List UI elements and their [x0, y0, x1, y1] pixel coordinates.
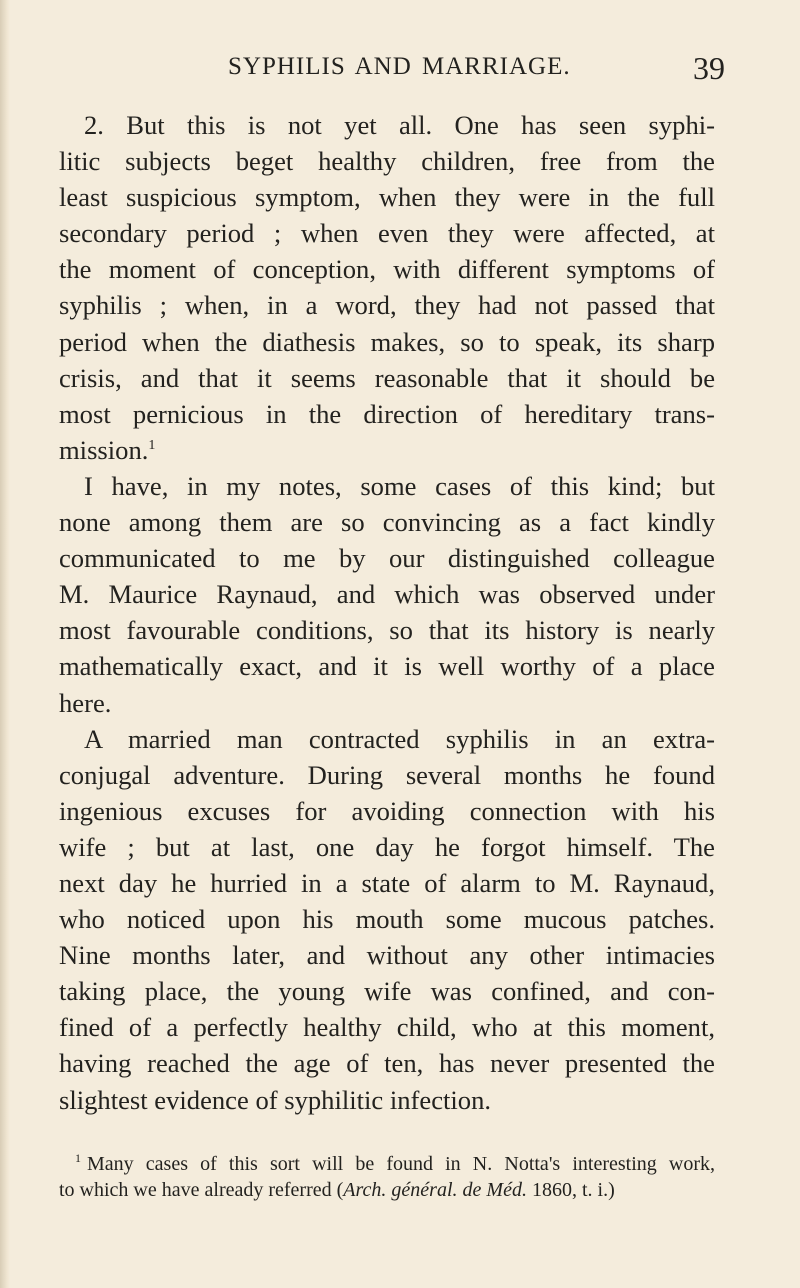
footnote-text: 1860, t. i.) [526, 1179, 615, 1201]
text-line: wife ; but at last, one day he forgot himself. The [59, 831, 715, 862]
footnote-text: to which we have already referred ( [59, 1179, 344, 1201]
paragraph-3 [59, 721, 715, 1118]
text-line: most favourable conditions, so that its history is nearly [59, 615, 715, 646]
text-line: secondary period ; when even they were affected, at [59, 218, 715, 249]
text-line: next day he hurried in a state of alarm to M. Raynaud, [59, 867, 715, 898]
body-text [59, 107, 715, 1118]
text-line: conjugal adventure. During several months he found [59, 759, 715, 790]
text-line: crisis, and that it seems reasonable that it should be [59, 362, 715, 393]
text-line: here. [59, 687, 112, 718]
footnote-marker: 1 [75, 1151, 81, 1166]
text-line: taking place, the young wife was confined, and con- [59, 976, 715, 1007]
running-head [0, 50, 800, 90]
text-line: communicated to me by our distinguished colleague [59, 543, 715, 574]
footnote-citation: Arch. général. de Méd. [343, 1179, 527, 1201]
text-line: who noticed upon his mouth some mucous patches. [59, 904, 715, 935]
paragraph-2 [59, 468, 715, 721]
paragraph-1 [59, 107, 715, 468]
text-line [59, 432, 715, 468]
text-line: 2. But this is not yet all. One has seen syphi- [84, 110, 715, 140]
footnote-line [59, 1151, 715, 1177]
text-line: least suspicious symptom, when they were in the full [59, 182, 715, 213]
text-line: syphilis ; when, in a word, they had not passed that [59, 290, 715, 321]
text-line: slightest evidence of syphilitic infection. [59, 1084, 492, 1115]
text-line: none among them are so convincing as a fact kindly [59, 507, 715, 538]
footnote-text: Many cases of this sort will be found in N. Notta's interesting work, [87, 1153, 715, 1175]
running-title: SYPHILIS AND MARRIAGE. [228, 53, 571, 80]
text-line: most pernicious in the direction of hereditary trans- [59, 398, 715, 429]
page-edge [0, 0, 10, 1288]
text-line: Nine months later, and without any other intimacies [59, 940, 715, 971]
text-line: mathematically exact, and it is well worthy of a place [59, 651, 715, 682]
text-line: I have, in my notes, some cases of this kind; but [84, 470, 715, 501]
text-line: fined of a perfectly healthy child, who at this moment, [59, 1012, 715, 1043]
footnote-reference: 1 [148, 437, 156, 453]
text-line: having reached the age of ten, has never presented the [59, 1048, 715, 1079]
text-line: period when the diathesis makes, so to speak, its sharp [59, 326, 715, 357]
text-line: litic subjects beget healthy children, free from the [59, 146, 715, 177]
text-line: the moment of conception, with different symptoms of [59, 254, 715, 285]
text-line: M. Maurice Raynaud, and which was observed under [59, 579, 715, 610]
page-number: 39 [693, 50, 725, 86]
text-line: A married man contracted syphilis in an extra- [84, 723, 715, 754]
footnote-line [59, 1177, 715, 1203]
text-line: ingenious excuses for avoiding connection with his [59, 795, 715, 826]
footnotes [59, 1151, 715, 1203]
text-fragment: mission. [59, 434, 149, 465]
